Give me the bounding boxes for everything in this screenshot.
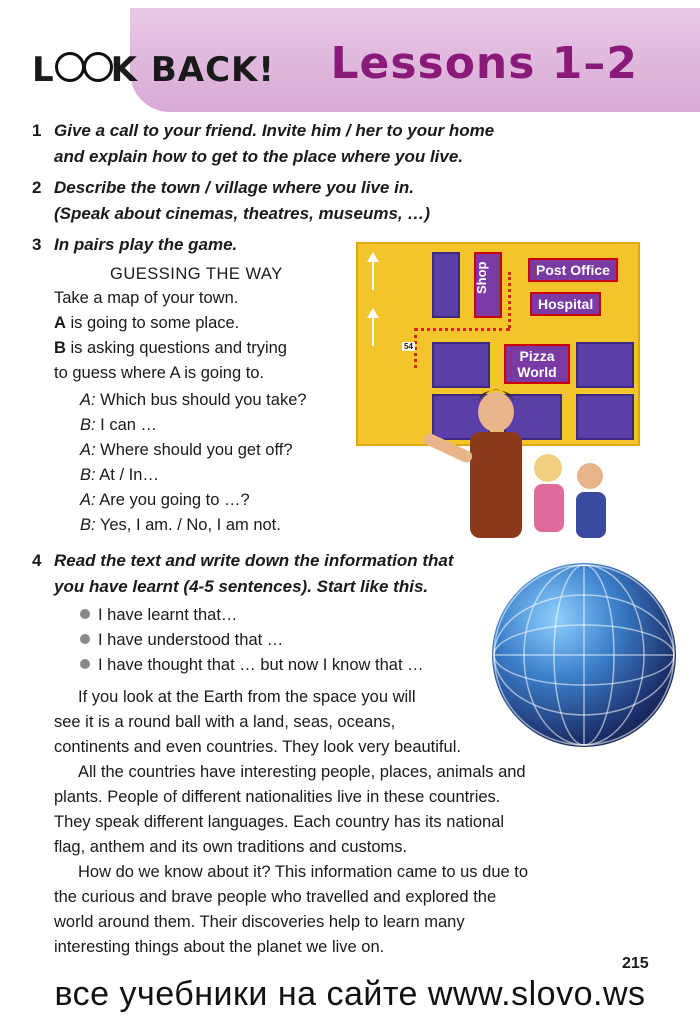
look-back-heading: L K BACK! <box>32 50 275 90</box>
task-3-number: 3 <box>32 235 42 254</box>
dialog-text: Which bus should you take? <box>95 391 307 409</box>
role-b: B <box>54 339 66 357</box>
game-description <box>54 286 287 386</box>
task-1-number: 1 <box>32 121 42 140</box>
speaker: B: <box>80 516 96 534</box>
dialog-text: Where should you get off? <box>95 441 293 459</box>
task-3-instruction <box>32 232 238 258</box>
dialog-line <box>80 438 307 463</box>
list-item-text: I have learnt that… <box>98 606 238 624</box>
text-line: continents and even countries. They look very beautiful. <box>54 738 461 756</box>
teacher-arm <box>422 432 474 465</box>
girl-head <box>534 454 562 482</box>
speaker: B: <box>80 466 96 484</box>
dialog <box>80 388 307 538</box>
game-line: to guess where A is going to. <box>54 364 265 382</box>
game-line-text: is going to some place. <box>65 314 240 332</box>
dialog-text: Are you going to …? <box>95 491 250 509</box>
map-shop <box>474 252 502 318</box>
dialog-line <box>80 388 307 413</box>
reading-text <box>54 685 528 960</box>
dialog-line <box>80 513 307 538</box>
characters-illustration <box>418 372 618 538</box>
text-line: see it is a round ball with a land, seas, oceans, <box>54 713 396 731</box>
post-office-label: Post Office <box>528 258 618 282</box>
speaker: A: <box>80 441 96 459</box>
text-line: flag, anthem and its own traditions and customs. <box>54 838 408 856</box>
bullet-icon <box>80 609 90 619</box>
direction-arrow-icon <box>372 316 374 346</box>
shop-label: Shop <box>474 261 489 294</box>
task-2 <box>32 175 431 227</box>
pizza-world-label: Pizza World <box>504 344 570 384</box>
game-title: GUESSING THE WAY <box>110 265 283 283</box>
task-3-text: In pairs play the game. <box>54 235 238 254</box>
dialog-line <box>80 463 307 488</box>
speaker: B: <box>80 416 96 434</box>
text-line: plants. People of different nationalities live in these countries. <box>54 788 501 806</box>
dialog-text: Yes, I am. / No, I am not. <box>95 516 281 534</box>
list-item <box>80 628 424 653</box>
task-2-line: (Speak about cinemas, theatres, museums, …) <box>54 204 431 223</box>
text-line: All the countries have interesting people, places, animals and <box>78 763 526 781</box>
speaker: A: <box>80 391 96 409</box>
game-line <box>54 336 287 361</box>
text-line: How do we know about it? This information came to us due to <box>78 863 529 881</box>
task-4-line: Read the text and write down the information that <box>54 551 454 570</box>
dialog-line <box>80 413 307 438</box>
speaker: A: <box>80 491 96 509</box>
text-line: the curious and brave people who travelled and explored the <box>54 888 497 906</box>
text-line: world around them. Their discoveries help to learn many <box>54 913 465 931</box>
boy-head <box>577 463 603 489</box>
game-line-text: is asking questions and trying <box>65 339 287 357</box>
route-dots <box>414 328 510 331</box>
girl-body <box>534 484 564 532</box>
map-building <box>432 252 460 318</box>
task-2-number: 2 <box>32 178 42 197</box>
text-line: They speak different languages. Each country has its national <box>54 813 505 831</box>
task-1-line: Give a call to your friend. Invite him / her to your home <box>54 121 495 140</box>
bullet-list <box>80 603 424 678</box>
boy-body <box>576 492 606 538</box>
role-a: A <box>54 314 66 332</box>
list-item <box>80 653 424 678</box>
task-1 <box>32 118 495 170</box>
footer-text: все учебники на сайте www.slovo.ws <box>54 975 646 1013</box>
direction-arrow-icon <box>372 260 374 290</box>
task-4-number: 4 <box>32 551 42 570</box>
dialog-text: At / In… <box>95 466 159 484</box>
task-4 <box>32 548 454 600</box>
hospital-label: Hospital <box>530 292 601 316</box>
game-line <box>54 311 287 336</box>
dialog-line <box>80 488 307 513</box>
lessons-title: Lessons 1–2 <box>330 38 638 89</box>
task-4-line: you have learnt (4-5 sentences). Start like this. <box>54 577 429 596</box>
list-item-text: I have thought that … but now I know that … <box>98 656 424 674</box>
bullet-icon <box>80 659 90 669</box>
task-1-line: and explain how to get to the place where you live. <box>54 147 464 166</box>
game-line: Take a map of your town. <box>54 289 239 307</box>
look-back-word: BACK! <box>150 50 275 90</box>
teacher-body <box>470 432 522 538</box>
teacher-head <box>478 392 514 432</box>
list-item-text: I have understood that … <box>98 631 284 649</box>
bullet-icon <box>80 634 90 644</box>
dialog-text: I can … <box>95 416 158 434</box>
route-dots <box>508 272 511 328</box>
list-item <box>80 603 424 628</box>
text-line: If you look at the Earth from the space you will <box>78 688 416 706</box>
task-2-line: Describe the town / village where you live in. <box>54 178 414 197</box>
page-number: 215 <box>622 955 649 972</box>
bus-stop-sign: 54 <box>404 342 413 351</box>
text-line: interesting things about the planet we live on. <box>54 938 385 956</box>
